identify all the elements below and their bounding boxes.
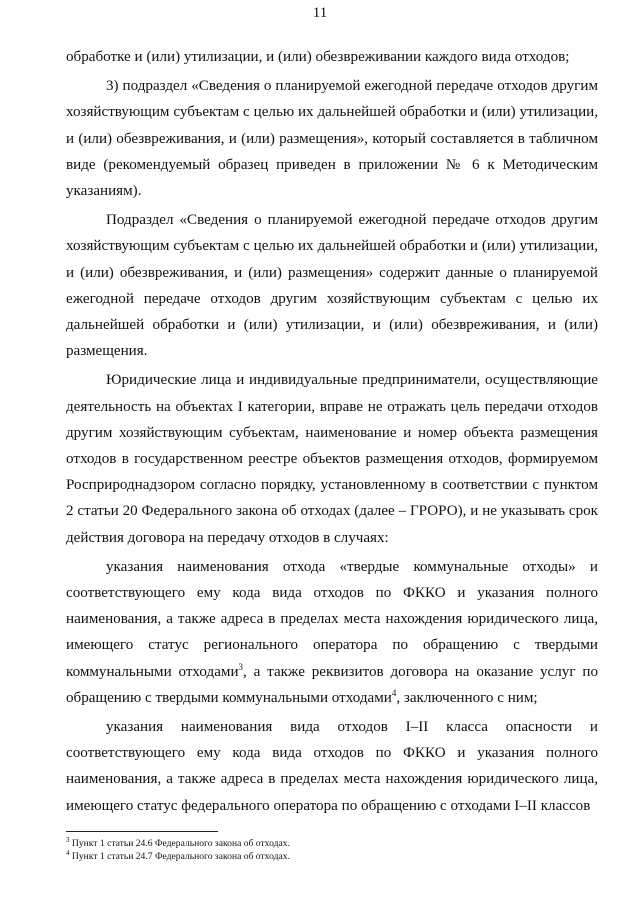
footnotes bbox=[66, 837, 598, 863]
paragraph-subsection-description: Подраздел «Сведения о планируемой ежегодной передаче отходов другим хозяйствующим субъектам с целью их дальнейшей обработки и (или) утилизации, и (или) обезвреживания, и (или) размещения» содержит данные о планируемой ежегодной передаче отходов другим хозяйствующим субъектам с целью их дальнейшей обработки и (или) утилизации, и (или) обезвреживания, и (или) размещения. bbox=[66, 212, 598, 360]
footnote-marker-4: 4 bbox=[66, 849, 70, 857]
paragraph-category-i-entities: Юридические лица и индивидуальные предприниматели, осуществляющие деятельность на объектах I категории, вправе не отражать цель передачи отходов другим хозяйствующим субъектам, наименование и номер объекта размещения отходов в государственном реестре объектов размещения отходов, формируемом Росприроднадзором согласно порядку, установленному в соответствии с пунктом 2 статьи 20 Федерального закона об отходах (далее – ГРОРО), и не указывать срок действия договора на передачу отходов в случаях: bbox=[66, 372, 598, 546]
paragraph-continuation: обработке и (или) утилизации, и (или) обезвреживании каждого вида отходов; bbox=[66, 49, 570, 65]
footnote-3 bbox=[66, 837, 598, 850]
body-text bbox=[66, 44, 598, 819]
paragraph-subsection-3: 3) подраздел «Сведения о планируемой ежегодной передаче отходов другим хозяйствующим субъектам с целью их дальнейшей обработки и (или) утилизации, и (или) обезвреживания, и (или) размещения», который составляется в табличном виде (рекомендуемый образец приведен в приложении № 6 к Методическим указаниям). bbox=[66, 78, 598, 200]
footnote-4 bbox=[66, 850, 598, 863]
paragraph-hazard-class-case: указания наименования вида отходов I–II класса опасности и соответствующего ему кода вида отходов по ФККО и указания полного наименования, а также адреса в пределах места нахождения юридического лица, имеющего статус федерального оператора по обращению с отходами I–II классов bbox=[66, 719, 598, 814]
municipal-waste-text-part-1: указания наименования отхода «твердые коммунальные отходы» и соответствующего ему кода вида отходов по ФККО и указания полного наименования, а также адреса в пределах места нахождения юридического лица, имеющего статус регионального оператора по обращению с твердыми коммунальными отходами bbox=[66, 558, 598, 680]
paragraph-municipal-waste-case bbox=[66, 554, 598, 711]
municipal-waste-text-part-3: , заключенного с ним; bbox=[396, 689, 538, 706]
municipal-waste-text-part-2: , а также реквизитов договора на оказание услуг по обращению с твердыми коммунальными отходами bbox=[66, 663, 598, 706]
footnote-marker-3: 3 bbox=[66, 836, 70, 844]
footnote-text-3: Пункт 1 статьи 24.6 Федерального закона об отходах. bbox=[71, 838, 290, 849]
footnote-ref-4: 4 bbox=[391, 687, 397, 698]
footnote-ref-3: 3 bbox=[238, 661, 244, 672]
page-number: 11 bbox=[312, 5, 328, 21]
footnote-text-4: Пункт 1 статьи 24.7 Федерального закона об отходах. bbox=[71, 851, 290, 862]
footnote-separator bbox=[66, 831, 218, 832]
